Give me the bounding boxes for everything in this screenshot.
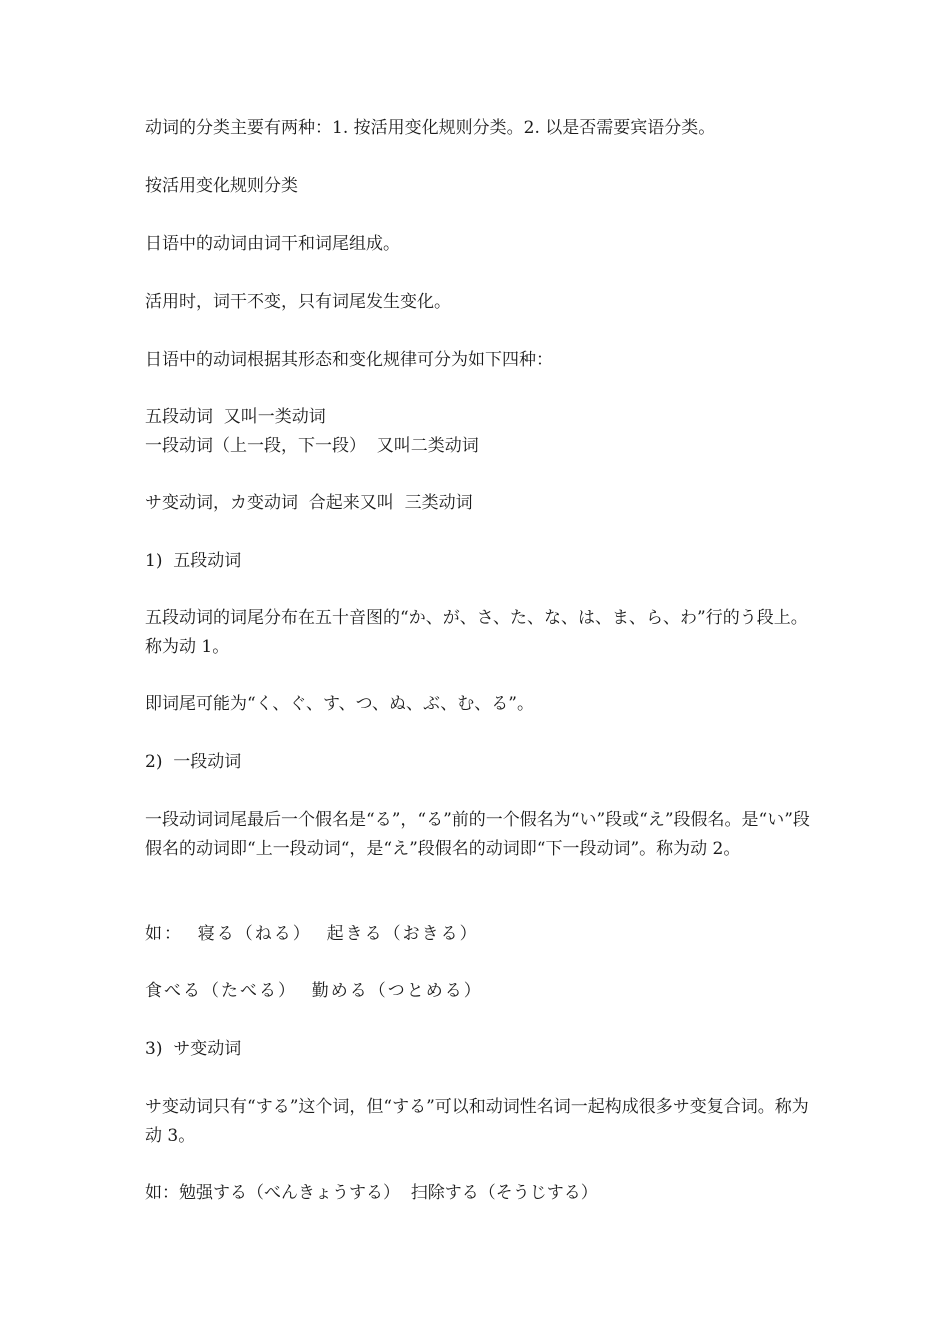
section-heading: 按活用变化规则分类 xyxy=(145,176,298,196)
paragraph: 一段动词词尾最后一个假名是“る”，“る”前的一个假名为“い”段或“え”段假名。是“い”段假名的动词即“上一段动词“，是“え”段假名的动词即“下一段动词”。称为动 2。 xyxy=(145,810,810,859)
paragraph: サ变动词只有“する”这个词，但“する”可以和动词性名词一起构成很多サ变复合词。称为动 3。 xyxy=(145,1097,809,1146)
example-line: 如：勉强する（べんきょうする） 扫除する（そうじする） xyxy=(145,1183,598,1203)
paragraph: 即词尾可能为“く、ぐ、す、つ、ぬ、ぶ、む、る”。 xyxy=(145,694,535,714)
subsection-heading-sahen: 3) サ变动词 xyxy=(145,1039,242,1059)
subsection-heading-ichidan: 2) 一段动词 xyxy=(145,752,242,772)
paragraph: 活用时，词干不变，只有词尾发生变化。 xyxy=(145,292,451,312)
example-line: 如： 寝る（ねる） 起きる（おきる） xyxy=(145,924,479,944)
example-line: 食べる（たべる） 勤める（つとめる） xyxy=(145,981,483,1001)
verb-class-list: 五段动词 又叫一类动词 一段动词（上一段，下一段） 又叫二类动词 xyxy=(145,407,479,456)
subsection-heading-godan: 1) 五段动词 xyxy=(145,551,242,571)
paragraph: 日语中的动词根据其形态和变化规律可分为如下四种： xyxy=(145,350,553,370)
paragraph: 五段动词的词尾分布在五十音图的“か、が、さ、た、な、は、ま、ら、わ”行的う段上。称为动 1。 xyxy=(145,608,808,657)
intro-paragraph: 动词的分类主要有两种：1. 按活用变化规则分类。2. 以是否需要宾语分类。 xyxy=(145,118,716,138)
paragraph: 日语中的动词由词干和词尾组成。 xyxy=(145,234,400,254)
paragraph: サ变动词，カ变动词 合起来又叫 三类动词 xyxy=(145,493,473,513)
